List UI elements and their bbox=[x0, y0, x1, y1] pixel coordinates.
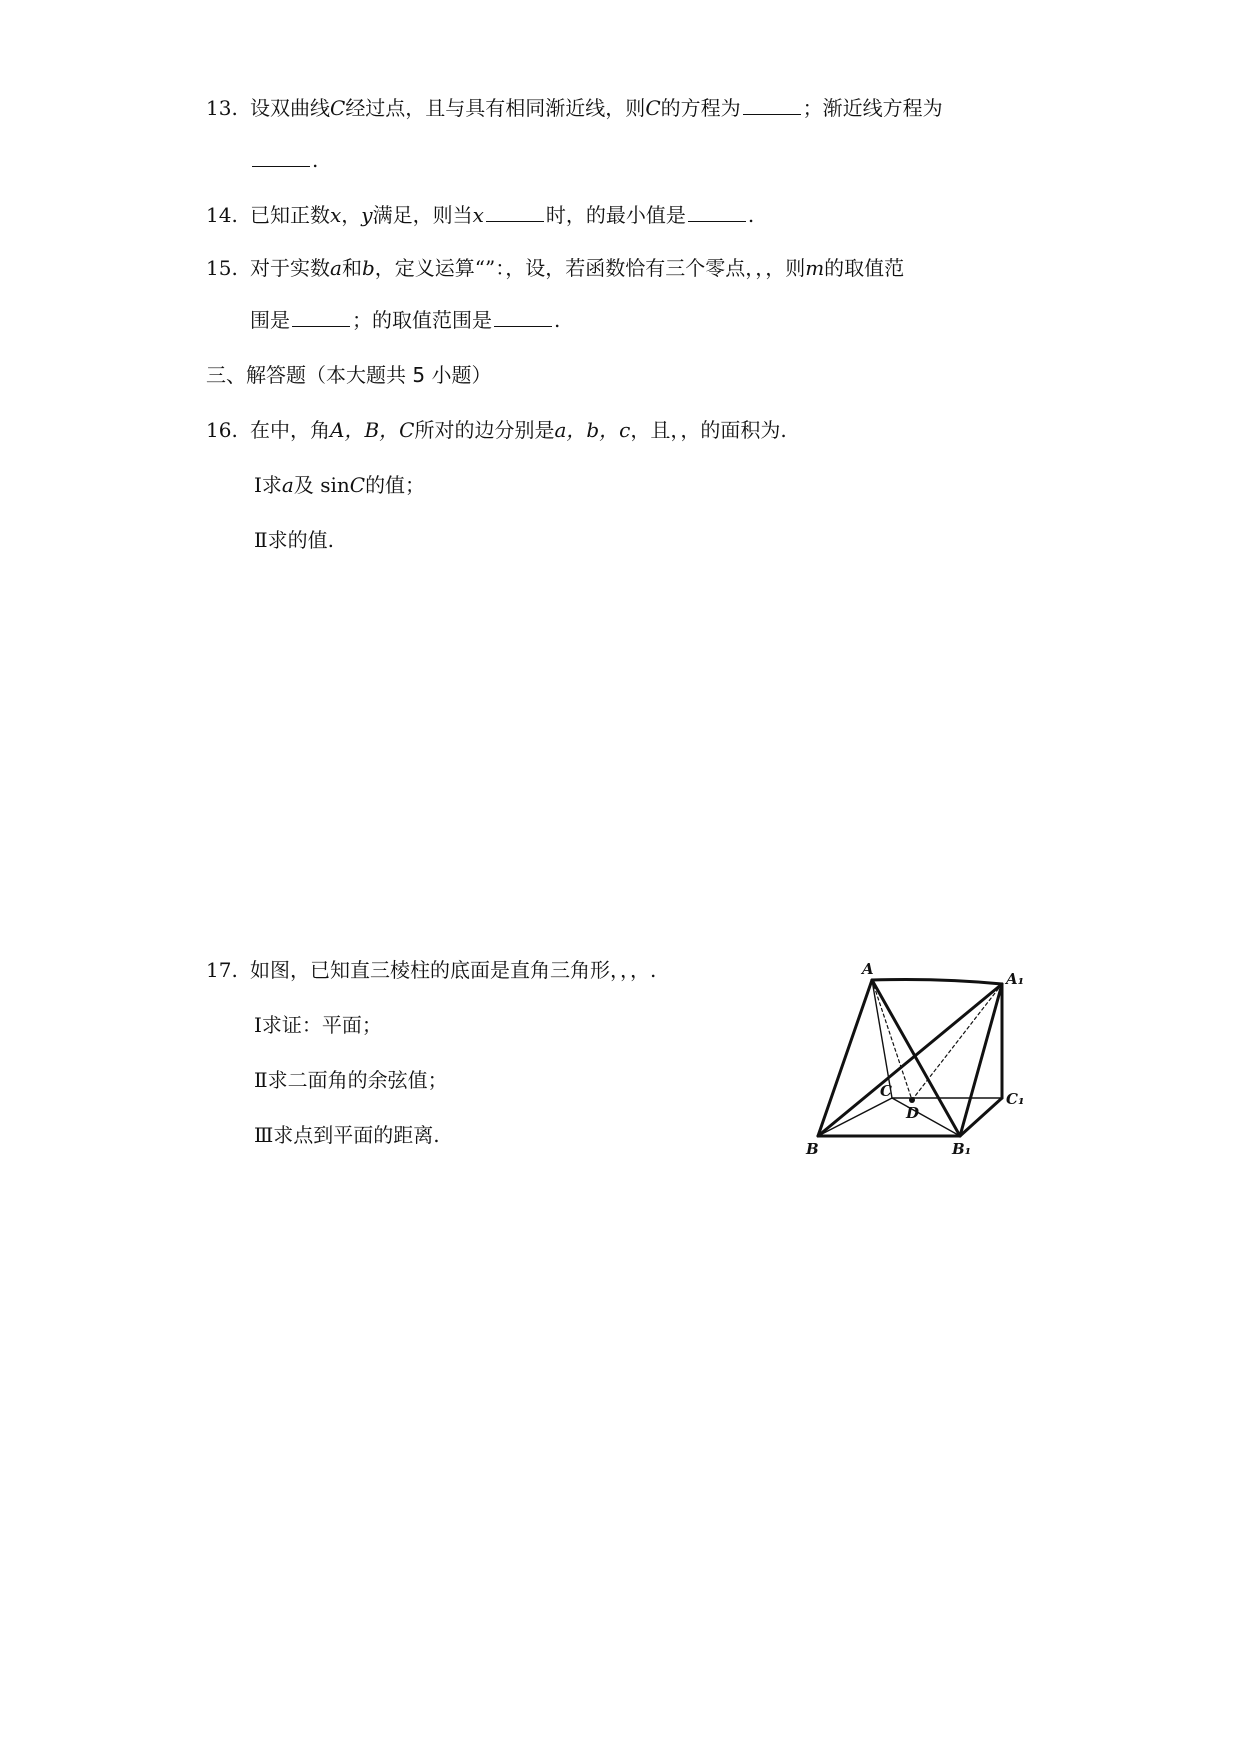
part1-text-c: 的值； bbox=[365, 473, 426, 497]
question-number: 15. bbox=[206, 256, 238, 280]
q16-text-c: ，且，，的面积为. bbox=[630, 418, 787, 442]
question-14 bbox=[206, 201, 754, 229]
q15-text-b: 和 bbox=[341, 256, 362, 280]
section-heading: 三、解答题（本大题共 5 小题） bbox=[206, 363, 492, 387]
prism-figure bbox=[800, 958, 1040, 1168]
q15-text-d: 的取值范 bbox=[824, 256, 905, 280]
answer-blank[interactable] bbox=[743, 94, 801, 115]
label-b: B bbox=[806, 1140, 819, 1158]
question-number: 17. bbox=[206, 958, 238, 982]
answer-blank[interactable] bbox=[252, 146, 310, 167]
var-a: a bbox=[330, 256, 342, 280]
q16-text-a: 在中，角 bbox=[250, 418, 330, 442]
vars-abc: A，B，C bbox=[330, 418, 415, 442]
edge-a-a1 bbox=[872, 980, 1002, 985]
var-x: x bbox=[472, 203, 484, 227]
question-number: 16. bbox=[206, 418, 238, 442]
question-number: 13. bbox=[206, 96, 238, 120]
q15-text-a: 对于实数 bbox=[250, 256, 330, 280]
question-13-line-1 bbox=[206, 94, 943, 122]
q14-text-d: . bbox=[747, 203, 755, 227]
question-15-line-1 bbox=[206, 254, 904, 282]
question-17 bbox=[206, 956, 656, 984]
q16-text-b: 所对的边分别是 bbox=[414, 418, 555, 442]
var-c: C bbox=[349, 473, 366, 497]
question-17-part-3: Ⅲ求点到平面的距离. bbox=[254, 1123, 440, 1147]
var-m: m bbox=[805, 256, 825, 280]
label-b1: B₁ bbox=[952, 1140, 972, 1158]
label-c: C bbox=[880, 1082, 892, 1100]
question-16 bbox=[206, 416, 787, 444]
q13-text-a: 设双曲线 bbox=[250, 96, 330, 120]
question-17-part-2: Ⅱ求二面角的余弦值； bbox=[254, 1068, 448, 1092]
part1-text-b: 及 sin bbox=[293, 473, 350, 497]
question-13-line-2 bbox=[250, 146, 318, 174]
edge-d-a1 bbox=[912, 984, 1002, 1100]
q15-text-g: . bbox=[554, 308, 561, 332]
point-d bbox=[909, 1097, 915, 1103]
question-number: 14. bbox=[206, 203, 238, 227]
label-d: D bbox=[906, 1104, 920, 1122]
answer-blank[interactable] bbox=[292, 306, 350, 327]
q14-text-c: 时，的最小值是 bbox=[545, 203, 686, 227]
q15-text-c: ，定义运算“”：，设，若函数恰有三个零点，，，则 bbox=[374, 256, 806, 280]
vars-lower: a，b，c bbox=[554, 418, 631, 442]
answer-blank[interactable] bbox=[688, 201, 746, 222]
question-17-part-1: Ⅰ求证：平面； bbox=[254, 1013, 382, 1037]
question-16-part-1 bbox=[254, 471, 425, 499]
label-a1: A₁ bbox=[1006, 970, 1025, 988]
question-16-part-2: Ⅱ求的值. bbox=[254, 528, 334, 552]
var-b: b bbox=[361, 256, 375, 280]
q14-comma: ， bbox=[341, 203, 362, 227]
q15-text-e: 围是 bbox=[250, 308, 290, 332]
edge-a1-b1 bbox=[960, 984, 1002, 1136]
q13-text-e: . bbox=[312, 148, 319, 172]
var-c: C bbox=[330, 96, 346, 120]
q17-text: 如图，已知直三棱柱的底面是直角三角形，，，. bbox=[250, 958, 657, 982]
var-c: C bbox=[645, 96, 661, 120]
var-a: a bbox=[281, 473, 294, 497]
answer-blank[interactable] bbox=[494, 306, 552, 327]
answer-blank[interactable] bbox=[486, 201, 544, 222]
part1-text-a: Ⅰ求 bbox=[254, 473, 282, 497]
q13-text-c: 的方程为 bbox=[660, 96, 741, 120]
q13-text-d: ；渐近线方程为 bbox=[802, 96, 943, 120]
label-a: A bbox=[862, 960, 874, 978]
q14-text-a: 已知正数 bbox=[250, 203, 330, 227]
q14-text-b: 满足，则当 bbox=[372, 203, 473, 227]
var-y: y bbox=[361, 203, 373, 227]
label-c1: C₁ bbox=[1006, 1090, 1025, 1108]
q13-text-b: 经过点，且与具有相同渐近线，则 bbox=[345, 96, 646, 120]
q15-text-f: ；的取值范围是 bbox=[352, 308, 492, 332]
var-x: x bbox=[330, 203, 342, 227]
question-15-line-2 bbox=[250, 306, 560, 334]
